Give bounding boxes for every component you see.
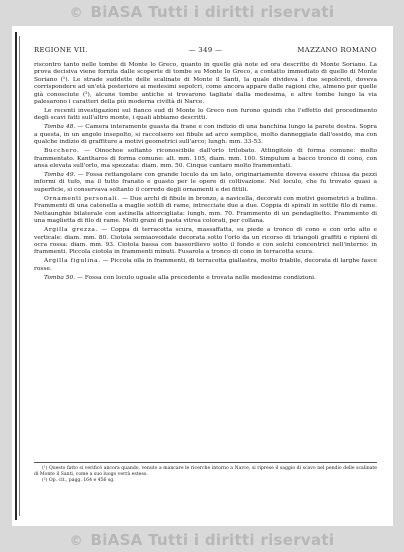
paragraph: Tomba 50. — Fossa con loculo uguale alla precedente e trovata nelle medesime condizioni. [44, 274, 316, 281]
copyright-icon: © [69, 6, 83, 21]
watermark-bottom [0, 531, 404, 549]
running-header [34, 46, 377, 58]
document-page [12, 26, 393, 526]
paragraph: Argilla figulina. — Piccola olla in frammenti, di terracotta giallastra, molto friabile, decorata di larghe fasce rosse. [34, 258, 378, 272]
footnotes [34, 462, 377, 483]
copyright-icon: © [69, 534, 83, 549]
paragraph: Tomba 48. — Camera interamente guasta da frane e con indizio di una banchina lungo la parete destra. Sopra a questa, in un angolo insepolto, si raccolsero sei fibule ad arco semplice, molto danneggiate dall'ossido, ma con qualche indizio di graffiture a motivi geometrici sull'arco; lungh. mm. 33-53. [34, 124, 377, 146]
page-fold-shadow [19, 36, 20, 516]
entry-label: Tomba 50. [44, 274, 76, 281]
paragraph: Le recenti investigazioni sul fianco sud di Monte lo Greco non furono quindi che l'effetto del procedimento degli scavi fatti sull'altro monte, i quali abbiamo descritti. [34, 108, 377, 122]
header-region: REGIONE VII. [34, 46, 89, 54]
entry-label: Tomba 48. [44, 124, 76, 131]
entry-label: Ornamenti personali. [44, 195, 120, 202]
page-fold-line [15, 32, 17, 520]
footnote: (²) Op. cit., pagg. 164 e 456 sg. [42, 477, 115, 483]
footnote: (¹) Questo fatto si verificò ancora quando, venuto a mancare le ricerche intorno a Narce, si riprese il saggio di scavo nel pendio delle scalinate di Monte il Santi, come a suo luogo verrà esteso. [34, 466, 377, 477]
paragraph: riscontro tanto nelle tombe di Monte lo Greco, quanto in quelle già note ed ora descritte di Monte Soriano. La prova decisiva viene fornita dalle scoperte di tombe su Monte lo Greco, a contatto immediato di quello di Monte Soriano (¹). Le strade suddette delle scalinate di Monte il Santi, la quale divideva i due sepolcreti, doveva corrispondere ad un'età posteriore ai medesimi sepolcri, come ancora appare dalle ragioni che, almeno per quelle già conosciute (²), alcune tombe antiche si trovarono tagliate dalla medesima, e altre tombe lungo la via palesarono i caratteri della più moderna civiltà di Narce. [34, 62, 377, 106]
entry-label: Argilla grezza. [44, 227, 99, 234]
header-place: MAZZANO ROMANO [297, 46, 377, 54]
paragraph: Ornamenti personali. — Due archi di fibule in bronzo, a navicella, decorati con motivi geometrici a bulino. Frammenti di una catenella a maglie sottili di rame, intrecciate due a due. Coppia di spirali in sottile filo di rame. Nettaunghie bilaterale con astinella attorcigliata: lungh. mm. 70. Frammento di un pendaglietto. Frammento di una maglietta di filo di rame. Molti grani di pasta vitrea colorati, per collana. [34, 195, 378, 225]
entry-label: Tomba 49. [44, 172, 76, 179]
entry-label: Argilla figulina. [44, 258, 101, 265]
paragraph: Tomba 49. — Fossa rettangolare con grande loculo da un lato, originariamente doveva essere chiusa da pezzi informi di tufo, ma il tutto franato e guasto per le opere di coltivazione. Nel loculo, che fu trovato quasi a superficie, si conservava soltanto il corredo degli ornamenti e dei fittili. [34, 172, 377, 193]
watermark-top [0, 3, 404, 21]
page-number: — 349 — [188, 46, 223, 54]
paragraph: Bucchero. — Oinochoe soltanto riconoscibile dall'orlo trilobato. Attingitoio di forma comune: molto frammentato. Kantharos di forma comune: alt. mm. 105, diam. mm. 100. Simpulum a bacco tronco di cono, con ansa elevata sull'orlo, ma spezzata: diam. mm. 50. Cinque cantaro molto frammentati. [34, 148, 377, 170]
entry-label: Bucchero. [44, 148, 80, 155]
body-text [34, 62, 377, 284]
watermark-text: BiASA Tutti i diritti riservati [90, 3, 335, 21]
paragraph: Argilla grezza. — Coppa di terracotta scura, massaffatta, su piede a tronco di cono e con orlo alto e verticale: diam. mm. 80. Ciotola semiaovoidale decorata sotto l'orlo da un ricorso di triangoli graffiti e ripieni di ocra rossa: diam. mm. 93. Ciotola bassa con bassorilievo sotto il fondo e con solchi concentrici nell'interno: in frammenti. Piccola ciotola in frammenti minuti. Fusarola a tronco di cono in terracotta scura. [34, 227, 377, 256]
watermark-text: BiASA Tutti i diritti riservati [90, 531, 335, 549]
